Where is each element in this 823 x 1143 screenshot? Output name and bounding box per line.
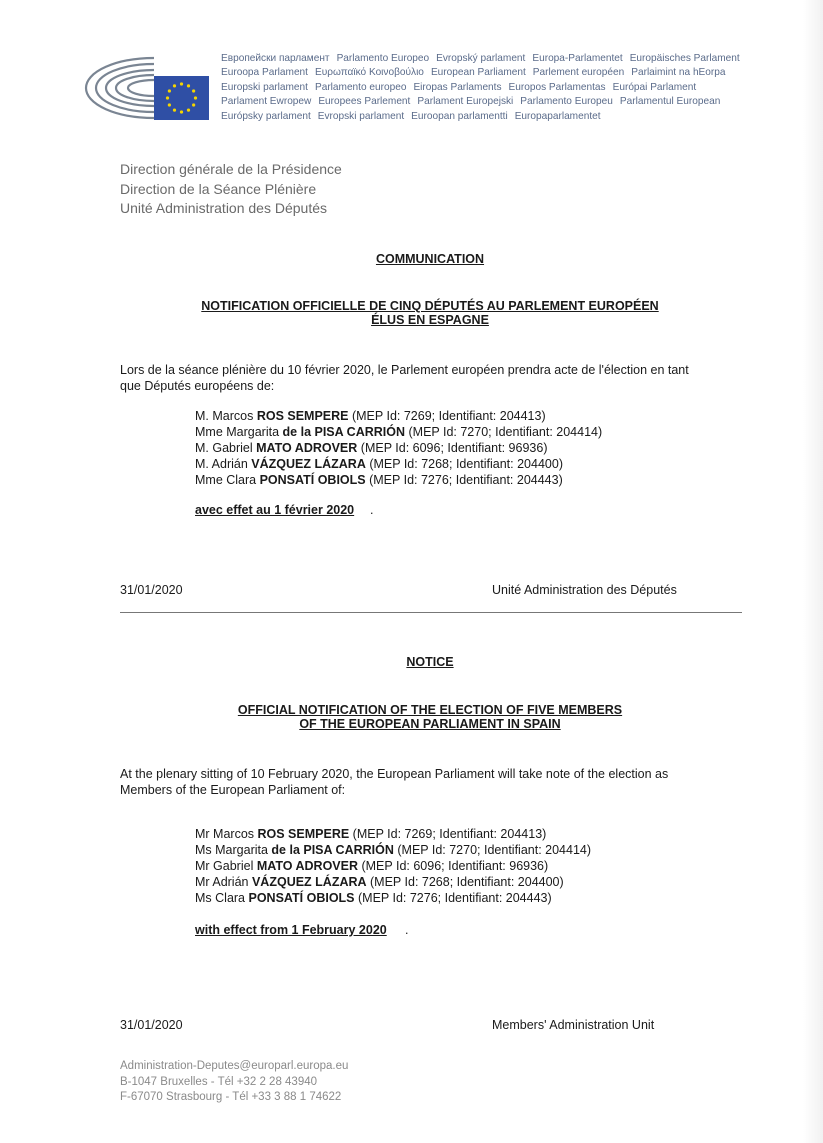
- member-title-name: M. Gabriel: [195, 441, 257, 455]
- en-intro-line: At the plenary sitting of 10 February 2020, the European Parliament will take note of the election as: [120, 767, 669, 781]
- institution-name: Parlamentul European: [619, 96, 721, 108]
- institution-name: European Parliament: [430, 67, 526, 79]
- fr-title-line: ÉLUS EN ESPAGNE: [371, 313, 489, 327]
- institution-name: Evropski parlament: [317, 110, 405, 122]
- member-entry: [195, 440, 602, 456]
- member-title-name: Mr Adrián: [195, 875, 252, 889]
- institution-name: Ευρωπαϊκό Κοινοβούλιο: [314, 67, 424, 79]
- member-title-name: Ms Margarita: [195, 843, 272, 857]
- member-ids: (MEP Id: 6096; Identifiant: 96936): [358, 859, 549, 873]
- member-ids: (MEP Id: 7270; Identifiant: 204414): [393, 843, 592, 857]
- fr-intro: [120, 362, 760, 394]
- member-title-name: Mr Marcos: [195, 827, 258, 841]
- institution-names: [221, 52, 781, 124]
- member-title-name: M. Marcos: [195, 409, 257, 423]
- member-ids: (MEP Id: 7268; Identifiant: 204400): [366, 875, 564, 889]
- footer-email: Administration-Deputes@europarl.europa.eu: [120, 1060, 349, 1072]
- fr-date: 31/01/2020: [120, 583, 183, 597]
- en-effect: with effect from 1 February 2020: [195, 923, 387, 937]
- institution-name: Parlement européen: [532, 67, 625, 79]
- member-entry: [195, 456, 602, 472]
- en-heading: NOTICE: [406, 655, 454, 669]
- flag-star-icon: [168, 89, 171, 92]
- member-entry: [195, 472, 602, 488]
- member-ids: (MEP Id: 7276; Identifiant: 204443): [354, 891, 552, 905]
- fr-intro-line: Lors de la séance plénière du 10 février 2020, le Parlement européen prendra acte de l'élection en tant: [120, 363, 689, 377]
- institution-name: Parlamento Europeo: [336, 53, 430, 64]
- directorate-line: Unité Administration des Députés: [120, 200, 327, 216]
- institution-name: Parlaimint na hEorpa: [631, 67, 726, 79]
- flag-star-icon: [187, 84, 190, 87]
- directorate-line: Direction générale de la Présidence: [120, 161, 342, 177]
- flag-star-icon: [168, 103, 171, 106]
- institution-name: Europos Parlamentas: [508, 81, 606, 93]
- member-surname: de la PISA CARRIÓN: [282, 425, 406, 439]
- fr-effect: avec effet au 1 février 2020: [195, 503, 355, 517]
- en-title-line: OF THE EUROPEAN PARLIAMENT IN SPAIN: [299, 717, 561, 731]
- member-surname: MATO ADROVER: [256, 441, 358, 455]
- institution-name: Europa-Parlamentet: [532, 53, 623, 64]
- hemicycle-flag-icon: [78, 48, 210, 122]
- en-unit: Members' Administration Unit: [492, 1018, 655, 1032]
- fr-intro-line: que Députés européens de:: [120, 379, 275, 393]
- member-title-name: Ms Clara: [195, 891, 249, 905]
- page-edge-shadow: [803, 0, 823, 1143]
- member-entry: [195, 826, 591, 842]
- member-entry: [195, 842, 591, 858]
- flag-star-icon: [180, 110, 183, 113]
- member-surname: PONSATÍ OBIOLS: [259, 473, 366, 487]
- member-surname: VÁZQUEZ LÁZARA: [251, 457, 366, 471]
- institution-name: Europees Parlement: [318, 96, 411, 108]
- footer-strasbourg: F-67070 Strasbourg - Tél +33 3 88 1 74622: [120, 1091, 342, 1103]
- flag-star-icon: [166, 96, 169, 99]
- member-ids: (MEP Id: 7270; Identifiant: 204414): [405, 425, 603, 439]
- flag-star-icon: [180, 82, 183, 85]
- member-surname: PONSATÍ OBIOLS: [248, 891, 355, 905]
- en-member-list: [195, 826, 591, 906]
- institution-name: Europaparlamentet: [514, 110, 601, 122]
- member-surname: VÁZQUEZ LÁZARA: [251, 875, 367, 889]
- institution-name: Europski parlament: [221, 81, 308, 93]
- institution-name: Parlament Ewropew: [221, 96, 312, 108]
- member-title-name: Mme Margarita: [195, 425, 283, 439]
- member-ids: (MEP Id: 7269; Identifiant: 204413): [349, 827, 547, 841]
- section-divider: [120, 612, 742, 613]
- fr-unit: Unité Administration des Députés: [492, 583, 677, 597]
- directorate-line: Direction de la Séance Plénière: [120, 180, 317, 197]
- institution-name: Europäisches Parlament: [629, 53, 740, 64]
- fr-title-line: NOTIFICATION OFFICIELLE DE CINQ DÉPUTÉS AU PARLEMENT EUROPÉEN: [201, 299, 659, 313]
- institution-names-line: [221, 95, 781, 109]
- en-date: 31/01/2020: [120, 1018, 183, 1032]
- en-intro-line: Members of the European Parliament of:: [120, 783, 346, 797]
- member-entry: [195, 874, 591, 890]
- fr-title: [80, 299, 780, 327]
- institution-names-line: [221, 66, 781, 80]
- member-title-name: Mr Gabriel: [195, 859, 257, 873]
- member-title-name: Mme Clara: [195, 473, 260, 487]
- institution-name: Euroopan parlamentti: [411, 110, 508, 122]
- en-intro: [120, 766, 760, 798]
- footer-brussels: B-1047 Bruxelles - Tél +32 2 28 43940: [120, 1075, 318, 1088]
- institution-name: Европейски парламент: [221, 53, 330, 64]
- member-ids: (MEP Id: 6096; Identifiant: 96936): [357, 441, 548, 455]
- member-ids: (MEP Id: 7268; Identifiant: 204400): [365, 457, 563, 471]
- flag-star-icon: [173, 109, 176, 112]
- member-title-name: M. Adrián: [195, 457, 252, 471]
- institution-name: Euroopa Parlament: [221, 67, 308, 79]
- member-ids: (MEP Id: 7276; Identifiant: 204443): [365, 473, 563, 487]
- institution-name: Parlamento europeo: [314, 81, 407, 93]
- flag-star-icon: [173, 84, 176, 87]
- footer-contact: [120, 1059, 348, 1106]
- institution-name: Parlamento Europeu: [520, 96, 613, 108]
- member-surname: de la PISA CARRIÓN: [271, 843, 394, 857]
- institution-names-line: [221, 52, 781, 66]
- member-surname: ROS SEMPERE: [257, 827, 350, 841]
- institution-names-line: [221, 81, 781, 95]
- institution-name: Evropský parlament: [436, 53, 526, 64]
- en-title-line: OFFICIAL NOTIFICATION OF THE ELECTION OF FIVE MEMBERS: [237, 703, 623, 717]
- flag-star-icon: [192, 89, 195, 92]
- flag-star-icon: [187, 109, 190, 112]
- member-ids: (MEP Id: 7269; Identifiant: 204413): [348, 409, 546, 423]
- fr-heading: COMMUNICATION: [375, 252, 485, 266]
- european-parliament-logo: [78, 48, 210, 122]
- fr-member-list: [195, 408, 602, 488]
- member-entry: [195, 424, 602, 440]
- member-entry: [195, 858, 591, 874]
- member-entry: [195, 890, 591, 906]
- institution-name: Európsky parlament: [221, 110, 311, 122]
- institution-name: Eiropas Parlaments: [413, 81, 502, 93]
- institution-name: Parlament Europejski: [417, 96, 514, 108]
- en-title: [80, 703, 780, 731]
- directorate-block: [120, 160, 342, 219]
- flag-star-icon: [192, 103, 195, 106]
- member-surname: ROS SEMPERE: [256, 409, 349, 423]
- institution-names-line: [221, 110, 781, 124]
- flag-star-icon: [194, 96, 197, 99]
- member-surname: MATO ADROVER: [256, 859, 358, 873]
- member-entry: [195, 408, 602, 424]
- institution-name: Európai Parlament: [612, 81, 697, 93]
